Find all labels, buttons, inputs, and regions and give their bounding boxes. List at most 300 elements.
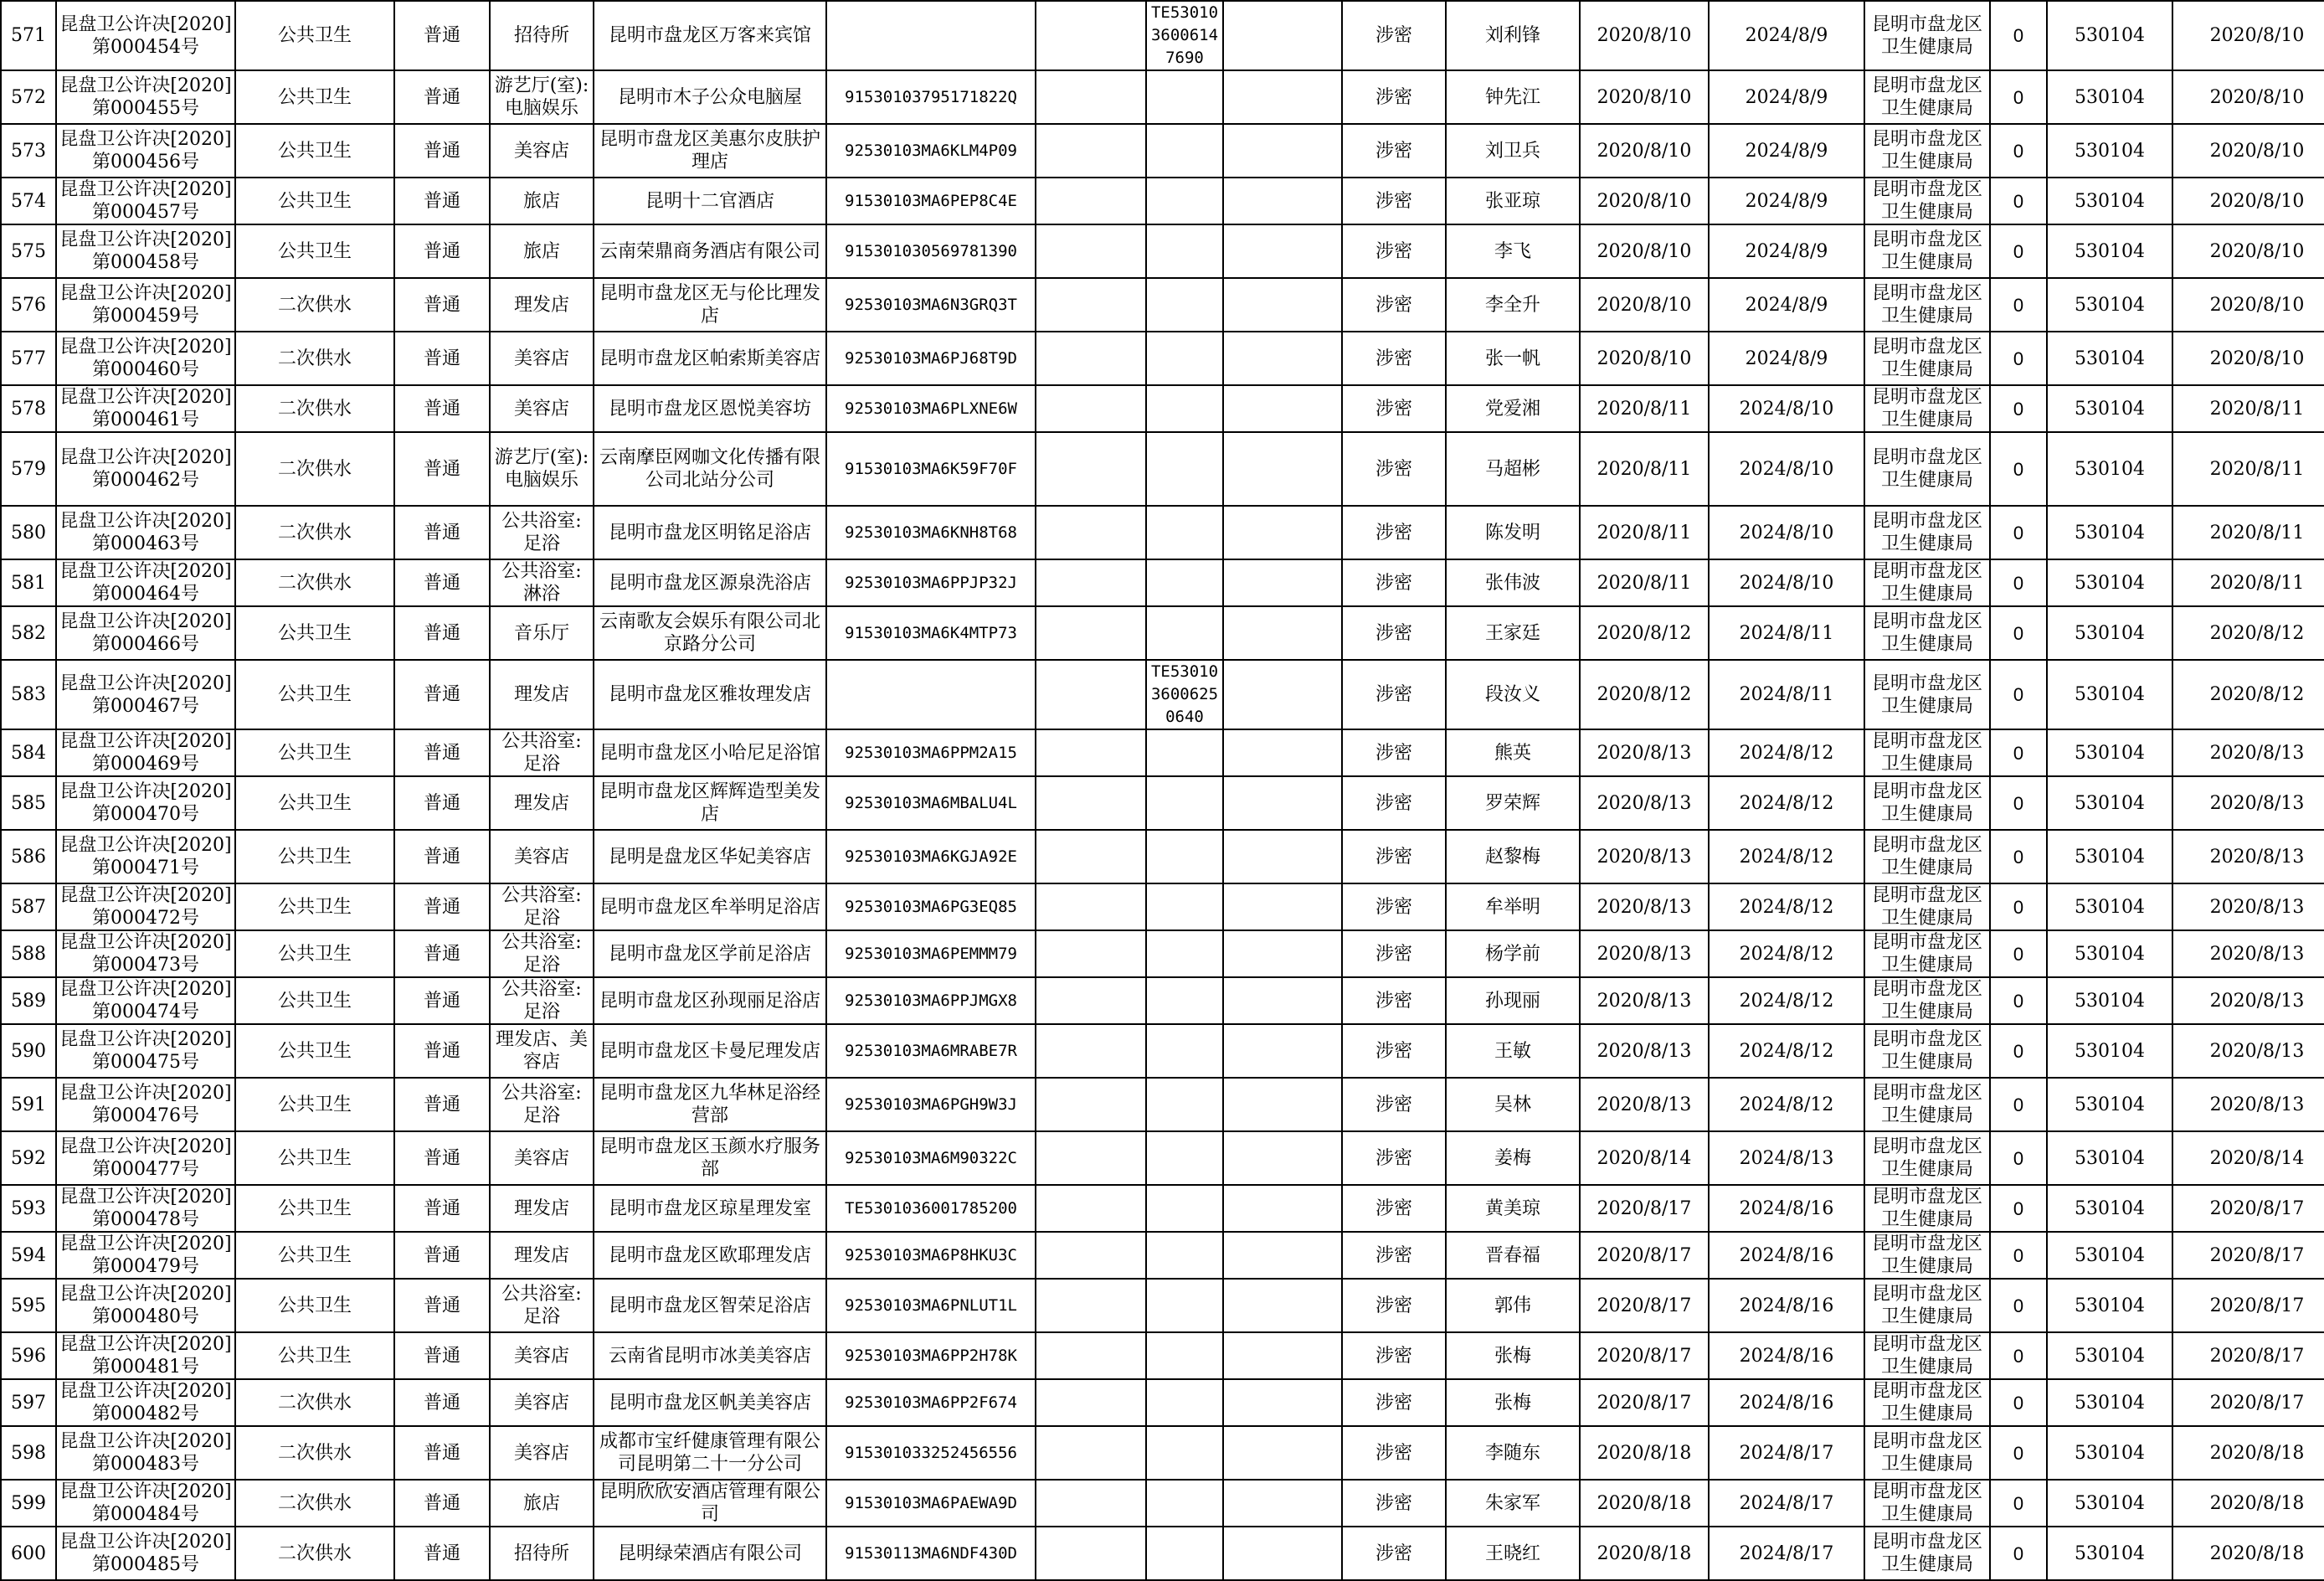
row-number: 593 xyxy=(1,1185,56,1232)
issuing-authority: 昆明市盘龙区卫生健康局 xyxy=(1864,1426,1990,1480)
blank-cell xyxy=(1036,224,1146,278)
blank-cell xyxy=(1223,729,1342,776)
row-number: 575 xyxy=(1,224,56,278)
issuing-authority: 昆明市盘龙区卫生健康局 xyxy=(1864,883,1990,930)
legal-representative: 张伟波 xyxy=(1446,559,1580,606)
decision-number: 昆盘卫公许决[2020]第000461号 xyxy=(56,385,235,432)
issuing-authority: 昆明市盘龙区卫生健康局 xyxy=(1864,224,1990,278)
business-type: 公共浴室:足浴 xyxy=(490,977,594,1024)
blank-cell xyxy=(1223,559,1342,606)
status-code: 0 xyxy=(1990,1232,2047,1279)
license-level: 普通 xyxy=(394,1024,490,1078)
registration-number xyxy=(1146,559,1223,606)
confidential-flag: 涉密 xyxy=(1342,660,1446,729)
decision-date: 2020/8/11 xyxy=(2172,385,2324,432)
status-code: 0 xyxy=(1990,729,2047,776)
table-row xyxy=(1,1232,2324,1279)
area-code: 530104 xyxy=(2047,1,2172,70)
legal-representative: 熊英 xyxy=(1446,729,1580,776)
license-level: 普通 xyxy=(394,977,490,1024)
valid-from: 2020/8/17 xyxy=(1580,1379,1709,1426)
area-code: 530104 xyxy=(2047,1131,2172,1185)
registration-number xyxy=(1146,385,1223,432)
status-code: 0 xyxy=(1990,660,2047,729)
issuing-authority: 昆明市盘龙区卫生健康局 xyxy=(1864,1,1990,70)
table-row xyxy=(1,1078,2324,1131)
table-row xyxy=(1,1024,2324,1078)
credit-code: 91530103MA6K59F70F xyxy=(826,432,1036,506)
entity-name: 昆明市盘龙区无与伦比理发店 xyxy=(594,278,826,332)
valid-to: 2024/8/17 xyxy=(1709,1480,1864,1527)
decision-number: 昆盘卫公许决[2020]第000471号 xyxy=(56,830,235,883)
issuing-authority: 昆明市盘龙区卫生健康局 xyxy=(1864,930,1990,977)
decision-number: 昆盘卫公许决[2020]第000482号 xyxy=(56,1379,235,1426)
license-category: 公共卫生 xyxy=(235,1332,394,1379)
legal-representative: 刘卫兵 xyxy=(1446,124,1580,178)
table-row xyxy=(1,506,2324,559)
business-type: 美容店 xyxy=(490,1379,594,1426)
valid-to: 2024/8/16 xyxy=(1709,1332,1864,1379)
issuing-authority: 昆明市盘龙区卫生健康局 xyxy=(1864,178,1990,224)
credit-code: 92530103MA6MBALU4L xyxy=(826,776,1036,830)
registration-number: TE5301036006147690 xyxy=(1146,1,1223,70)
license-level: 普通 xyxy=(394,1379,490,1426)
license-level: 普通 xyxy=(394,776,490,830)
table-row xyxy=(1,432,2324,506)
license-category: 公共卫生 xyxy=(235,124,394,178)
table-row xyxy=(1,1480,2324,1527)
legal-representative: 王家廷 xyxy=(1446,606,1580,660)
decision-date: 2020/8/10 xyxy=(2172,124,2324,178)
valid-to: 2024/8/17 xyxy=(1709,1426,1864,1480)
license-level: 普通 xyxy=(394,830,490,883)
area-code: 530104 xyxy=(2047,830,2172,883)
license-level: 普通 xyxy=(394,385,490,432)
valid-to: 2024/8/10 xyxy=(1709,432,1864,506)
decision-date: 2020/8/11 xyxy=(2172,432,2324,506)
entity-name: 昆明市盘龙区雅妆理发店 xyxy=(594,660,826,729)
decision-date: 2020/8/17 xyxy=(2172,1379,2324,1426)
entity-name: 昆明市木子公众电脑屋 xyxy=(594,70,826,124)
row-number: 600 xyxy=(1,1527,56,1580)
license-level: 普通 xyxy=(394,70,490,124)
registration-number xyxy=(1146,1279,1223,1332)
table-row xyxy=(1,930,2324,977)
registration-number xyxy=(1146,1024,1223,1078)
license-category: 公共卫生 xyxy=(235,776,394,830)
blank-cell xyxy=(1036,729,1146,776)
business-type: 招待所 xyxy=(490,1,594,70)
issuing-authority: 昆明市盘龙区卫生健康局 xyxy=(1864,776,1990,830)
registration-number xyxy=(1146,506,1223,559)
registration-number xyxy=(1146,1185,1223,1232)
blank-cell xyxy=(1036,1185,1146,1232)
valid-from: 2020/8/12 xyxy=(1580,606,1709,660)
valid-from: 2020/8/17 xyxy=(1580,1332,1709,1379)
blank-cell xyxy=(1036,1232,1146,1279)
business-type: 旅店 xyxy=(490,178,594,224)
legal-representative: 杨学前 xyxy=(1446,930,1580,977)
valid-from: 2020/8/13 xyxy=(1580,776,1709,830)
area-code: 530104 xyxy=(2047,1185,2172,1232)
decision-date: 2020/8/13 xyxy=(2172,930,2324,977)
business-type: 美容店 xyxy=(490,385,594,432)
row-number: 597 xyxy=(1,1379,56,1426)
credit-code: 92530103MA6KLM4P09 xyxy=(826,124,1036,178)
entity-name: 昆明市盘龙区万客来宾馆 xyxy=(594,1,826,70)
valid-to: 2024/8/12 xyxy=(1709,977,1864,1024)
row-number: 598 xyxy=(1,1426,56,1480)
blank-cell xyxy=(1223,1024,1342,1078)
decision-date: 2020/8/10 xyxy=(2172,70,2324,124)
decision-number: 昆盘卫公许决[2020]第000466号 xyxy=(56,606,235,660)
business-type: 公共浴室:足浴 xyxy=(490,1279,594,1332)
decision-number: 昆盘卫公许决[2020]第000458号 xyxy=(56,224,235,278)
valid-to: 2024/8/17 xyxy=(1709,1527,1864,1580)
entity-name: 昆明是盘龙区华妃美容店 xyxy=(594,830,826,883)
decision-date: 2020/8/13 xyxy=(2172,1024,2324,1078)
legal-representative: 黄美琼 xyxy=(1446,1185,1580,1232)
area-code: 530104 xyxy=(2047,224,2172,278)
valid-from: 2020/8/13 xyxy=(1580,883,1709,930)
license-level: 普通 xyxy=(394,1232,490,1279)
legal-representative: 罗荣辉 xyxy=(1446,776,1580,830)
blank-cell xyxy=(1223,124,1342,178)
entity-name: 昆明市盘龙区学前足浴店 xyxy=(594,930,826,977)
table-row xyxy=(1,124,2324,178)
area-code: 530104 xyxy=(2047,1527,2172,1580)
license-level: 普通 xyxy=(394,1527,490,1580)
decision-date: 2020/8/10 xyxy=(2172,1,2324,70)
confidential-flag: 涉密 xyxy=(1342,1279,1446,1332)
registration-number xyxy=(1146,1232,1223,1279)
valid-to: 2024/8/10 xyxy=(1709,506,1864,559)
business-type: 美容店 xyxy=(490,1332,594,1379)
blank-cell xyxy=(1036,1426,1146,1480)
valid-from: 2020/8/14 xyxy=(1580,1131,1709,1185)
valid-to: 2024/8/12 xyxy=(1709,1024,1864,1078)
decision-number: 昆盘卫公许决[2020]第000476号 xyxy=(56,1078,235,1131)
issuing-authority: 昆明市盘龙区卫生健康局 xyxy=(1864,70,1990,124)
decision-number: 昆盘卫公许决[2020]第000455号 xyxy=(56,70,235,124)
legal-representative: 段汝义 xyxy=(1446,660,1580,729)
business-type: 音乐厅 xyxy=(490,606,594,660)
area-code: 530104 xyxy=(2047,729,2172,776)
blank-cell xyxy=(1223,1379,1342,1426)
table-row xyxy=(1,1279,2324,1332)
blank-cell xyxy=(1036,178,1146,224)
credit-code: 92530103MA6P8HKU3C xyxy=(826,1232,1036,1279)
valid-to: 2024/8/13 xyxy=(1709,1131,1864,1185)
credit-code: 92530103MA6KNH8T68 xyxy=(826,506,1036,559)
valid-to: 2024/8/12 xyxy=(1709,930,1864,977)
credit-code: 91530103MA6K4MTP73 xyxy=(826,606,1036,660)
license-category: 公共卫生 xyxy=(235,1131,394,1185)
registration-number xyxy=(1146,729,1223,776)
legal-representative: 陈发明 xyxy=(1446,506,1580,559)
area-code: 530104 xyxy=(2047,776,2172,830)
row-number: 596 xyxy=(1,1332,56,1379)
status-code: 0 xyxy=(1990,70,2047,124)
license-category: 公共卫生 xyxy=(235,977,394,1024)
area-code: 530104 xyxy=(2047,1426,2172,1480)
legal-representative: 马超彬 xyxy=(1446,432,1580,506)
legal-representative: 李全升 xyxy=(1446,278,1580,332)
business-type: 公共浴室:足浴 xyxy=(490,1078,594,1131)
issuing-authority: 昆明市盘龙区卫生健康局 xyxy=(1864,660,1990,729)
valid-from: 2020/8/17 xyxy=(1580,1279,1709,1332)
table-row xyxy=(1,1426,2324,1480)
table-row xyxy=(1,977,2324,1024)
row-number: 595 xyxy=(1,1279,56,1332)
valid-to: 2024/8/10 xyxy=(1709,559,1864,606)
legal-representative: 张一帆 xyxy=(1446,332,1580,385)
table-row xyxy=(1,1131,2324,1185)
entity-name: 昆明市盘龙区明铭足浴店 xyxy=(594,506,826,559)
area-code: 530104 xyxy=(2047,977,2172,1024)
license-category: 公共卫生 xyxy=(235,178,394,224)
row-number: 579 xyxy=(1,432,56,506)
decision-date: 2020/8/10 xyxy=(2172,178,2324,224)
area-code: 530104 xyxy=(2047,1480,2172,1527)
decision-date: 2020/8/12 xyxy=(2172,660,2324,729)
registration-number xyxy=(1146,70,1223,124)
blank-cell xyxy=(1223,977,1342,1024)
table-row xyxy=(1,332,2324,385)
business-type: 理发店 xyxy=(490,1232,594,1279)
license-level: 普通 xyxy=(394,1279,490,1332)
decision-number: 昆盘卫公许决[2020]第000463号 xyxy=(56,506,235,559)
confidential-flag: 涉密 xyxy=(1342,385,1446,432)
business-type: 理发店 xyxy=(490,1185,594,1232)
legal-representative: 郭伟 xyxy=(1446,1279,1580,1332)
valid-to: 2024/8/9 xyxy=(1709,178,1864,224)
area-code: 530104 xyxy=(2047,883,2172,930)
legal-representative: 张梅 xyxy=(1446,1379,1580,1426)
registration-number: TE5301036006250640 xyxy=(1146,660,1223,729)
confidential-flag: 涉密 xyxy=(1342,278,1446,332)
credit-code: 91530103MA6PAEWA9D xyxy=(826,1480,1036,1527)
confidential-flag: 涉密 xyxy=(1342,883,1446,930)
credit-code: 92530103MA6KGJA92E xyxy=(826,830,1036,883)
credit-code: 92530103MA6PP2F674 xyxy=(826,1379,1036,1426)
blank-cell xyxy=(1223,883,1342,930)
entity-name: 昆明市盘龙区玉颜水疗服务部 xyxy=(594,1131,826,1185)
entity-name: 云南歌友会娱乐有限公司北京路分公司 xyxy=(594,606,826,660)
row-number: 584 xyxy=(1,729,56,776)
license-level: 普通 xyxy=(394,930,490,977)
blank-cell xyxy=(1036,1379,1146,1426)
blank-cell xyxy=(1223,1131,1342,1185)
blank-cell xyxy=(1223,178,1342,224)
license-level: 普通 xyxy=(394,432,490,506)
business-type: 公共浴室:足浴 xyxy=(490,729,594,776)
row-number: 589 xyxy=(1,977,56,1024)
business-type: 旅店 xyxy=(490,224,594,278)
entity-name: 昆明市盘龙区牟举明足浴店 xyxy=(594,883,826,930)
valid-to: 2024/8/12 xyxy=(1709,729,1864,776)
status-code: 0 xyxy=(1990,1131,2047,1185)
credit-code: 92530103MA6MRABE7R xyxy=(826,1024,1036,1078)
blank-cell xyxy=(1223,506,1342,559)
legal-representative: 李随东 xyxy=(1446,1426,1580,1480)
status-code: 0 xyxy=(1990,432,2047,506)
legal-representative: 王敏 xyxy=(1446,1024,1580,1078)
decision-date: 2020/8/13 xyxy=(2172,729,2324,776)
entity-name: 昆明市盘龙区小哈尼足浴馆 xyxy=(594,729,826,776)
valid-from: 2020/8/11 xyxy=(1580,506,1709,559)
legal-representative: 赵黎梅 xyxy=(1446,830,1580,883)
status-code: 0 xyxy=(1990,178,2047,224)
business-type: 美容店 xyxy=(490,1131,594,1185)
license-category: 二次供水 xyxy=(235,385,394,432)
area-code: 530104 xyxy=(2047,1232,2172,1279)
license-level: 普通 xyxy=(394,506,490,559)
row-number: 573 xyxy=(1,124,56,178)
registration-number xyxy=(1146,1332,1223,1379)
registration-number xyxy=(1146,883,1223,930)
blank-cell xyxy=(1036,124,1146,178)
status-code: 0 xyxy=(1990,830,2047,883)
area-code: 530104 xyxy=(2047,660,2172,729)
issuing-authority: 昆明市盘龙区卫生健康局 xyxy=(1864,1232,1990,1279)
confidential-flag: 涉密 xyxy=(1342,977,1446,1024)
registration-number xyxy=(1146,830,1223,883)
valid-from: 2020/8/18 xyxy=(1580,1426,1709,1480)
valid-from: 2020/8/12 xyxy=(1580,660,1709,729)
blank-cell xyxy=(1223,606,1342,660)
valid-from: 2020/8/10 xyxy=(1580,70,1709,124)
valid-to: 2024/8/10 xyxy=(1709,385,1864,432)
table-row xyxy=(1,776,2324,830)
blank-cell xyxy=(1036,1131,1146,1185)
blank-cell xyxy=(1223,776,1342,830)
business-type: 游艺厅(室):电脑娱乐 xyxy=(490,432,594,506)
row-number: 580 xyxy=(1,506,56,559)
license-category: 公共卫生 xyxy=(235,224,394,278)
legal-representative: 王晓红 xyxy=(1446,1527,1580,1580)
blank-cell xyxy=(1223,224,1342,278)
credit-code: 92530103MA6PEMMM79 xyxy=(826,930,1036,977)
confidential-flag: 涉密 xyxy=(1342,506,1446,559)
valid-from: 2020/8/10 xyxy=(1580,124,1709,178)
valid-from: 2020/8/13 xyxy=(1580,977,1709,1024)
status-code: 0 xyxy=(1990,559,2047,606)
business-type: 公共浴室:足浴 xyxy=(490,506,594,559)
confidential-flag: 涉密 xyxy=(1342,559,1446,606)
decision-date: 2020/8/17 xyxy=(2172,1185,2324,1232)
decision-date: 2020/8/13 xyxy=(2172,1078,2324,1131)
issuing-authority: 昆明市盘龙区卫生健康局 xyxy=(1864,606,1990,660)
decision-date: 2020/8/10 xyxy=(2172,278,2324,332)
decision-date: 2020/8/18 xyxy=(2172,1480,2324,1527)
license-level: 普通 xyxy=(394,178,490,224)
blank-cell xyxy=(1223,278,1342,332)
blank-cell xyxy=(1223,1185,1342,1232)
row-number: 576 xyxy=(1,278,56,332)
table-row xyxy=(1,1527,2324,1580)
business-type: 美容店 xyxy=(490,332,594,385)
table-row xyxy=(1,70,2324,124)
status-code: 0 xyxy=(1990,1279,2047,1332)
row-number: 583 xyxy=(1,660,56,729)
credit-code: 91530103795171822Q xyxy=(826,70,1036,124)
license-level: 普通 xyxy=(394,278,490,332)
business-type: 公共浴室:足浴 xyxy=(490,883,594,930)
license-category: 公共卫生 xyxy=(235,1,394,70)
decision-date: 2020/8/18 xyxy=(2172,1527,2324,1580)
confidential-flag: 涉密 xyxy=(1342,70,1446,124)
entity-name: 云南摩臣网咖文化传播有限公司北站分公司 xyxy=(594,432,826,506)
entity-name: 昆明市盘龙区孙现丽足浴店 xyxy=(594,977,826,1024)
legal-representative: 张梅 xyxy=(1446,1332,1580,1379)
decision-date: 2020/8/11 xyxy=(2172,506,2324,559)
row-number: 594 xyxy=(1,1232,56,1279)
table-row xyxy=(1,1332,2324,1379)
blank-cell xyxy=(1036,660,1146,729)
license-category: 二次供水 xyxy=(235,506,394,559)
license-category: 公共卫生 xyxy=(235,1232,394,1279)
legal-representative: 李飞 xyxy=(1446,224,1580,278)
blank-cell xyxy=(1036,830,1146,883)
area-code: 530104 xyxy=(2047,70,2172,124)
entity-name: 昆明市盘龙区九华林足浴经营部 xyxy=(594,1078,826,1131)
decision-date: 2020/8/10 xyxy=(2172,224,2324,278)
row-number: 586 xyxy=(1,830,56,883)
blank-cell xyxy=(1036,432,1146,506)
decision-number: 昆盘卫公许决[2020]第000459号 xyxy=(56,278,235,332)
row-number: 572 xyxy=(1,70,56,124)
license-level: 普通 xyxy=(394,660,490,729)
status-code: 0 xyxy=(1990,776,2047,830)
credit-code: 92530103MA6PJ68T9D xyxy=(826,332,1036,385)
blank-cell xyxy=(1036,1279,1146,1332)
credit-code: 915301033252456556 xyxy=(826,1426,1036,1480)
confidential-flag: 涉密 xyxy=(1342,1379,1446,1426)
confidential-flag: 涉密 xyxy=(1342,1185,1446,1232)
entity-name: 昆明市盘龙区美惠尔皮肤护理店 xyxy=(594,124,826,178)
blank-cell xyxy=(1223,1332,1342,1379)
confidential-flag: 涉密 xyxy=(1342,729,1446,776)
decision-number: 昆盘卫公许决[2020]第000475号 xyxy=(56,1024,235,1078)
area-code: 530104 xyxy=(2047,385,2172,432)
valid-from: 2020/8/11 xyxy=(1580,559,1709,606)
table-row xyxy=(1,178,2324,224)
business-type: 旅店 xyxy=(490,1480,594,1527)
status-code: 0 xyxy=(1990,385,2047,432)
issuing-authority: 昆明市盘龙区卫生健康局 xyxy=(1864,1024,1990,1078)
blank-cell xyxy=(1223,432,1342,506)
entity-name: 昆明绿荣酒店有限公司 xyxy=(594,1527,826,1580)
license-level: 普通 xyxy=(394,1078,490,1131)
status-code: 0 xyxy=(1990,977,2047,1024)
valid-to: 2024/8/16 xyxy=(1709,1279,1864,1332)
legal-representative: 孙现丽 xyxy=(1446,977,1580,1024)
legal-representative: 晋春福 xyxy=(1446,1232,1580,1279)
entity-name: 昆明市盘龙区琼星理发室 xyxy=(594,1185,826,1232)
business-type: 美容店 xyxy=(490,1426,594,1480)
decision-date: 2020/8/10 xyxy=(2172,332,2324,385)
business-type: 理发店、美容店 xyxy=(490,1024,594,1078)
valid-to: 2024/8/9 xyxy=(1709,224,1864,278)
blank-cell xyxy=(1223,830,1342,883)
decision-number: 昆盘卫公许决[2020]第000477号 xyxy=(56,1131,235,1185)
decision-number: 昆盘卫公许决[2020]第000485号 xyxy=(56,1527,235,1580)
status-code: 0 xyxy=(1990,1527,2047,1580)
blank-cell xyxy=(1036,506,1146,559)
row-number: 577 xyxy=(1,332,56,385)
area-code: 530104 xyxy=(2047,506,2172,559)
